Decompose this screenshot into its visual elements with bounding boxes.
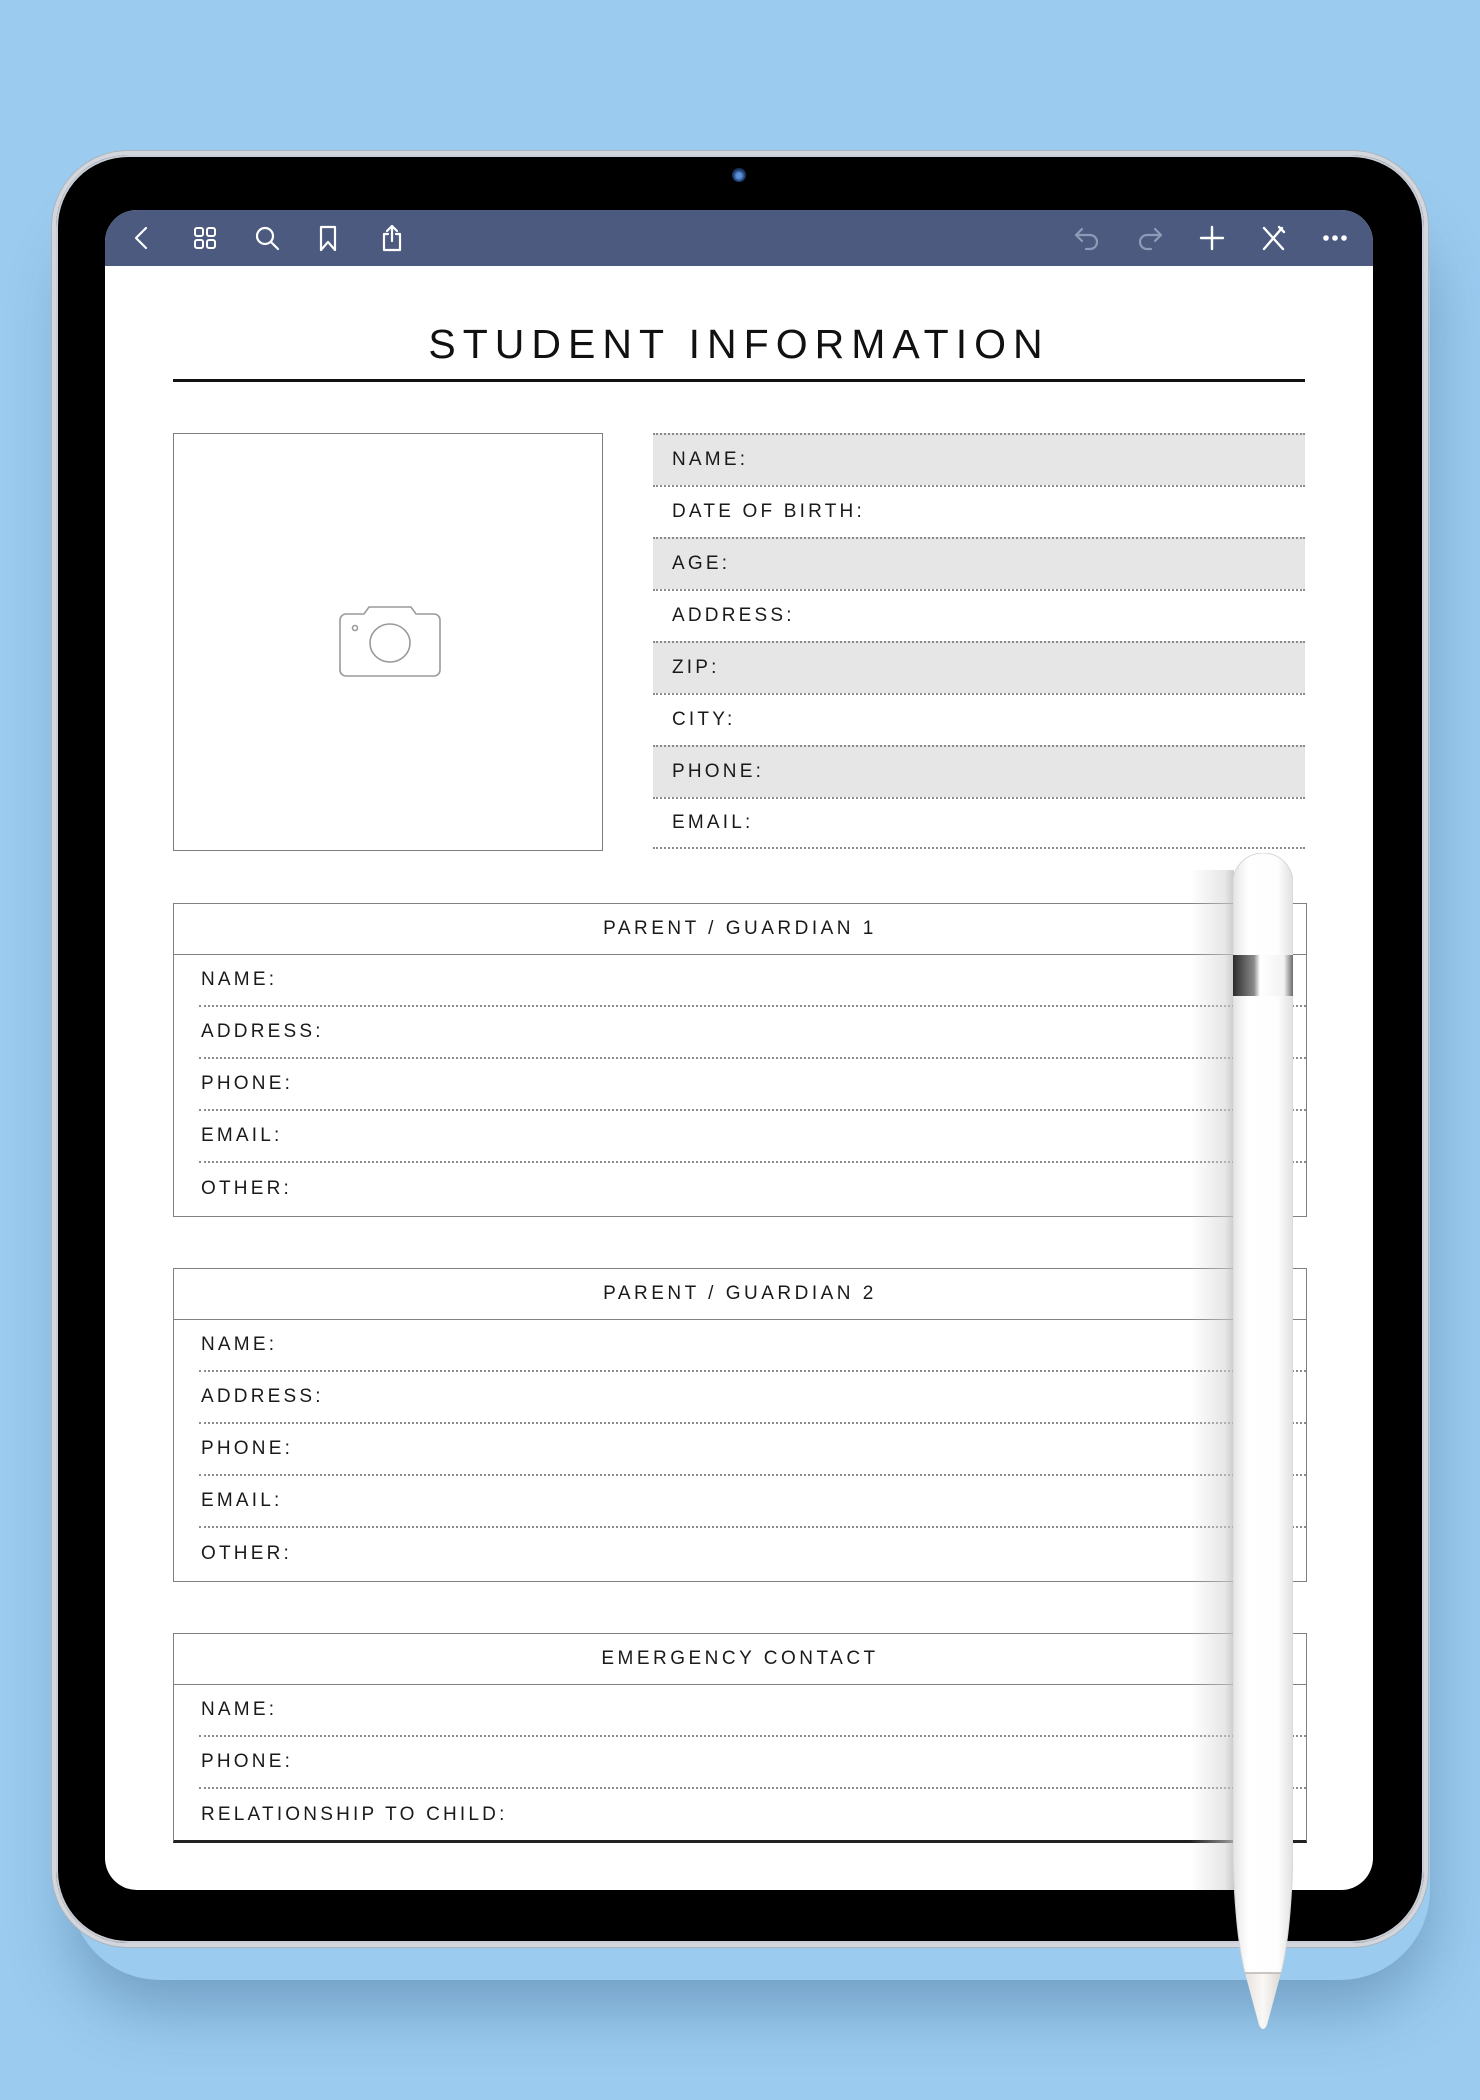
section-emergency-contact xyxy=(173,1633,1307,1843)
guardian2-other-field[interactable] xyxy=(199,1528,1306,1580)
field-label: PHONE: xyxy=(201,1751,294,1772)
field-age[interactable] xyxy=(653,537,1305,589)
field-label: PHONE: xyxy=(201,1438,294,1459)
undo-icon[interactable] xyxy=(1073,224,1101,252)
plus-icon[interactable] xyxy=(1198,224,1226,252)
redo-icon[interactable] xyxy=(1136,224,1164,252)
section-title: PARENT / GUARDIAN 1 xyxy=(174,904,1306,955)
field-label: PHONE: xyxy=(201,1073,294,1094)
field-label: EMAIL: xyxy=(201,1490,283,1511)
grid-icon[interactable] xyxy=(191,224,219,252)
field-label: OTHER: xyxy=(201,1543,292,1564)
pen-close-icon[interactable] xyxy=(1259,224,1287,252)
field-email[interactable] xyxy=(653,797,1305,849)
section-guardian-1 xyxy=(173,903,1307,1217)
tablet-screen xyxy=(105,210,1373,1890)
emergency-phone-field[interactable] xyxy=(199,1737,1306,1789)
section-title: PARENT / GUARDIAN 2 xyxy=(174,1269,1306,1320)
field-label: NAME: xyxy=(201,1334,278,1355)
field-label: NAME: xyxy=(201,1699,278,1720)
field-zip[interactable] xyxy=(653,641,1305,693)
guardian1-other-field[interactable] xyxy=(199,1163,1306,1215)
guardian2-name-field[interactable] xyxy=(199,1320,1306,1372)
field-label: ADDRESS: xyxy=(672,605,795,626)
field-address[interactable] xyxy=(653,589,1305,641)
field-label: AGE: xyxy=(672,553,731,574)
field-label: OTHER: xyxy=(201,1178,292,1199)
field-label: ADDRESS: xyxy=(201,1021,324,1042)
camera-icon xyxy=(338,606,442,678)
title-underline xyxy=(173,379,1305,382)
section-guardian-2 xyxy=(173,1268,1307,1582)
guardian1-email-field[interactable] xyxy=(199,1111,1306,1163)
guardian2-phone-field[interactable] xyxy=(199,1424,1306,1476)
stylus-pencil xyxy=(1233,853,1293,2033)
guardian1-name-field[interactable] xyxy=(199,955,1306,1007)
photo-upload-box[interactable] xyxy=(173,433,603,851)
app-toolbar xyxy=(105,210,1373,266)
field-label: DATE OF BIRTH: xyxy=(672,501,865,522)
student-fields xyxy=(653,433,1305,849)
pencil-shadow xyxy=(1190,870,1234,1890)
emergency-name-field[interactable] xyxy=(199,1685,1306,1737)
share-icon[interactable] xyxy=(378,224,406,252)
more-icon[interactable] xyxy=(1321,224,1349,252)
search-icon[interactable] xyxy=(253,224,281,252)
field-label: ZIP: xyxy=(672,657,720,678)
guardian2-address-field[interactable] xyxy=(199,1372,1306,1424)
section-title: EMERGENCY CONTACT xyxy=(174,1634,1306,1685)
field-label: EMAIL: xyxy=(201,1125,283,1146)
guardian1-address-field[interactable] xyxy=(199,1007,1306,1059)
field-city[interactable] xyxy=(653,693,1305,745)
field-label: EMAIL: xyxy=(672,812,754,833)
emergency-relationship-field[interactable] xyxy=(199,1789,1306,1841)
field-label: CITY: xyxy=(672,709,736,730)
field-label: NAME: xyxy=(672,449,749,470)
guardian1-phone-field[interactable] xyxy=(199,1059,1306,1111)
field-name[interactable] xyxy=(653,433,1305,485)
back-chevron-icon[interactable] xyxy=(128,224,156,252)
guardian2-email-field[interactable] xyxy=(199,1476,1306,1528)
field-label: ADDRESS: xyxy=(201,1386,324,1407)
page-title: STUDENT INFORMATION xyxy=(428,321,1050,367)
field-label: NAME: xyxy=(201,969,278,990)
field-date-of-birth[interactable] xyxy=(653,485,1305,537)
field-phone[interactable] xyxy=(653,745,1305,797)
front-camera xyxy=(732,168,746,182)
bookmark-icon[interactable] xyxy=(314,224,342,252)
field-label: PHONE: xyxy=(672,761,765,782)
field-label: RELATIONSHIP TO CHILD: xyxy=(201,1804,508,1825)
